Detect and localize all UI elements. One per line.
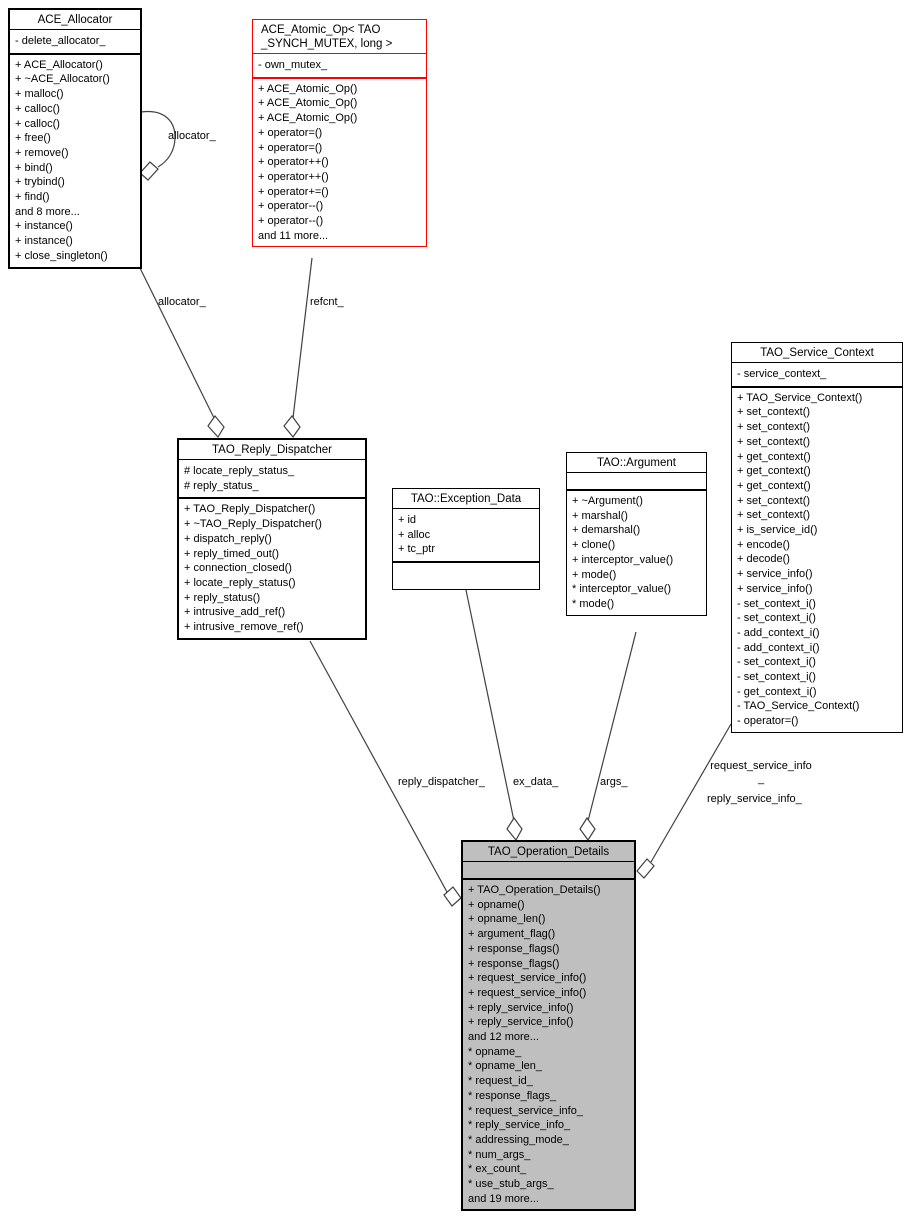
member-row: + decode() [737, 553, 790, 566]
member-row: + tc_ptr [398, 543, 435, 556]
edge-label-reply-service-info: reply_service_info_ [707, 793, 802, 805]
class-title: TAO::Argument [567, 453, 706, 473]
class-title [253, 20, 426, 54]
member-row: - add_context_i() [737, 641, 820, 654]
member-row: * interceptor_value() [572, 583, 672, 596]
member-row: + service_info() [737, 582, 813, 595]
member-row: - own_mutex_ [258, 59, 328, 71]
member-row: - delete_allocator_ [15, 35, 106, 47]
member-row: + clone() [572, 539, 616, 552]
member-row: + get_context() [737, 450, 811, 463]
member-row: + free() [15, 132, 51, 145]
member-row: - service_context_ [737, 368, 827, 380]
edge-reply-dispatcher [310, 641, 461, 906]
class-methods [567, 491, 706, 615]
member-row: + request_service_info() [468, 986, 587, 999]
edge-label-request-service-info-line1: request_service_info [710, 760, 812, 772]
class-title: TAO_Service_Context [732, 343, 902, 363]
class-attributes [393, 509, 539, 563]
member-row: + reply_status() [184, 591, 261, 604]
edge-label-request-service-info-line2: _ [757, 773, 765, 785]
member-row: + set_context() [737, 435, 811, 448]
member-row: + id [398, 514, 417, 526]
member-row: + locate_reply_status() [184, 576, 296, 589]
member-row: + get_context() [737, 465, 811, 478]
class-box-tao-operation-details[interactable] [461, 840, 636, 1211]
member-row: - operator=() [737, 715, 799, 728]
class-attributes [253, 54, 426, 79]
edge-allocator-self [140, 112, 175, 180]
member-row: + ACE_Atomic_Op() [258, 97, 358, 110]
member-row: + opname() [468, 898, 525, 911]
member-row: + intrusive_remove_ref() [184, 621, 304, 634]
member-row: + TAO_Service_Context() [737, 391, 863, 404]
member-row: * ex_count_ [468, 1163, 527, 1176]
member-row: + alloc [398, 528, 431, 541]
member-row: + find() [15, 191, 50, 204]
member-row: + operator--() [258, 215, 324, 228]
class-box-tao-service-context[interactable] [731, 342, 903, 733]
member-row: * opname_len_ [468, 1060, 543, 1073]
class-box-tao-argument[interactable] [566, 452, 707, 616]
class-attributes [567, 473, 706, 491]
member-row: * reply_service_info_ [468, 1119, 571, 1132]
member-row: * num_args_ [468, 1148, 531, 1161]
edge-ex-data [466, 590, 522, 840]
member-row: + operator--() [258, 200, 324, 213]
member-row: + ~TAO_Reply_Dispatcher() [184, 518, 322, 531]
member-row: + service_info() [737, 568, 813, 581]
class-methods [463, 880, 634, 1209]
member-row: and 12 more... [468, 1031, 539, 1044]
member-row: + response_flags() [468, 957, 560, 970]
member-row: - set_context_i() [737, 597, 816, 610]
member-row: + opname_len() [468, 913, 546, 926]
member-row: + ~Argument() [572, 495, 643, 507]
member-row: + ACE_Atomic_Op() [258, 82, 358, 95]
member-row: + response_flags() [468, 942, 560, 955]
class-attributes [10, 30, 140, 55]
class-title: TAO_Operation_Details [463, 842, 634, 862]
member-row: + remove() [15, 146, 69, 159]
class-title: TAO_Reply_Dispatcher [179, 440, 365, 460]
member-row: + get_context() [737, 479, 811, 492]
member-row: * response_flags_ [468, 1089, 557, 1102]
member-row: + operator=() [258, 126, 323, 139]
class-attributes [463, 862, 634, 880]
class-title-line1: ACE_Atomic_Op< TAO [261, 24, 381, 36]
member-row: + operator+=() [258, 185, 329, 198]
member-row: + ~ACE_Allocator() [15, 73, 110, 86]
member-row: and 8 more... [15, 205, 80, 218]
class-methods [10, 55, 140, 267]
member-row: + calloc() [15, 117, 60, 130]
member-row: + reply_service_info() [468, 1016, 574, 1029]
member-row: and 11 more... [258, 229, 329, 242]
edge-refcnt [284, 258, 312, 437]
class-title: TAO::Exception_Data [393, 489, 539, 509]
edge-label-request-service-info [696, 760, 826, 786]
member-row: - get_context_i() [737, 685, 817, 698]
class-methods [393, 563, 539, 589]
member-row: - set_context_i() [737, 671, 816, 684]
member-row: + is_service_id() [737, 524, 818, 537]
class-methods [253, 79, 426, 247]
member-row: + operator++() [258, 170, 329, 183]
member-row: + ACE_Atomic_Op() [258, 112, 358, 125]
member-row: + instance() [15, 235, 73, 248]
member-row: - add_context_i() [737, 626, 820, 639]
member-row: + request_service_info() [468, 972, 587, 985]
edge-args [580, 632, 636, 840]
member-row: * request_id_ [468, 1075, 533, 1088]
class-methods [732, 388, 902, 732]
class-title: ACE_Allocator [10, 10, 140, 30]
member-row: + TAO_Operation_Details() [468, 884, 601, 896]
member-row: # locate_reply_status_ [184, 465, 295, 477]
class-title-line2: _SYNCH_MUTEX, long > [261, 38, 393, 50]
member-row: + marshal() [572, 509, 628, 522]
member-row: + encode() [737, 538, 790, 551]
member-row: + connection_closed() [184, 562, 292, 575]
class-box-ace-allocator[interactable] [8, 8, 142, 269]
class-attributes [732, 363, 902, 388]
member-row: + operator++() [258, 156, 329, 169]
member-row: + intrusive_add_ref() [184, 606, 286, 619]
member-row: + reply_service_info() [468, 1001, 574, 1014]
edge-label-args: args_ [600, 776, 628, 788]
member-row: + operator=() [258, 141, 323, 154]
member-row: + interceptor_value() [572, 553, 674, 566]
member-row: * mode() [572, 597, 615, 610]
member-row: # reply_status_ [184, 479, 259, 492]
member-row: + mode() [572, 568, 617, 581]
class-attributes [179, 460, 365, 499]
edge-label-allocator-self: allocator_ [168, 130, 216, 142]
member-row: + instance() [15, 220, 73, 233]
member-row: + TAO_Reply_Dispatcher() [184, 503, 316, 516]
member-row: and 19 more... [468, 1192, 539, 1205]
edge-allocator [140, 268, 224, 437]
member-row: + bind() [15, 161, 53, 174]
member-row: * addressing_mode_ [468, 1133, 569, 1146]
member-row: * use_stub_args_ [468, 1178, 554, 1191]
member-row: + malloc() [15, 88, 64, 101]
edge-label-refcnt: refcnt_ [310, 296, 344, 308]
member-row: + set_context() [737, 406, 811, 419]
member-row: - set_context_i() [737, 656, 816, 669]
member-row: * opname_ [468, 1045, 522, 1058]
edge-label-reply-dispatcher: reply_dispatcher_ [398, 776, 485, 788]
member-row: - set_context_i() [737, 612, 816, 625]
member-row: * request_service_info_ [468, 1104, 583, 1117]
class-box-ace-atomic-op[interactable] [252, 19, 427, 247]
member-row: - TAO_Service_Context() [737, 700, 860, 713]
edge-label-allocator: allocator_ [158, 296, 206, 308]
class-box-tao-reply-dispatcher[interactable] [177, 438, 367, 640]
class-box-tao-exception-data[interactable] [392, 488, 540, 590]
member-row: + ACE_Allocator() [15, 58, 103, 71]
member-row: + trybind() [15, 176, 65, 189]
member-row: + dispatch_reply() [184, 532, 272, 545]
edge-label-ex-data: ex_data_ [513, 776, 559, 788]
member-row: + set_context() [737, 421, 811, 434]
member-row: + set_context() [737, 509, 811, 522]
member-row: + calloc() [15, 102, 60, 115]
member-row: + close_singleton() [15, 249, 108, 262]
class-methods [179, 499, 365, 637]
member-row: + argument_flag() [468, 928, 556, 941]
member-row: + demarshal() [572, 524, 641, 537]
member-row: + set_context() [737, 494, 811, 507]
member-row: + reply_timed_out() [184, 547, 280, 560]
